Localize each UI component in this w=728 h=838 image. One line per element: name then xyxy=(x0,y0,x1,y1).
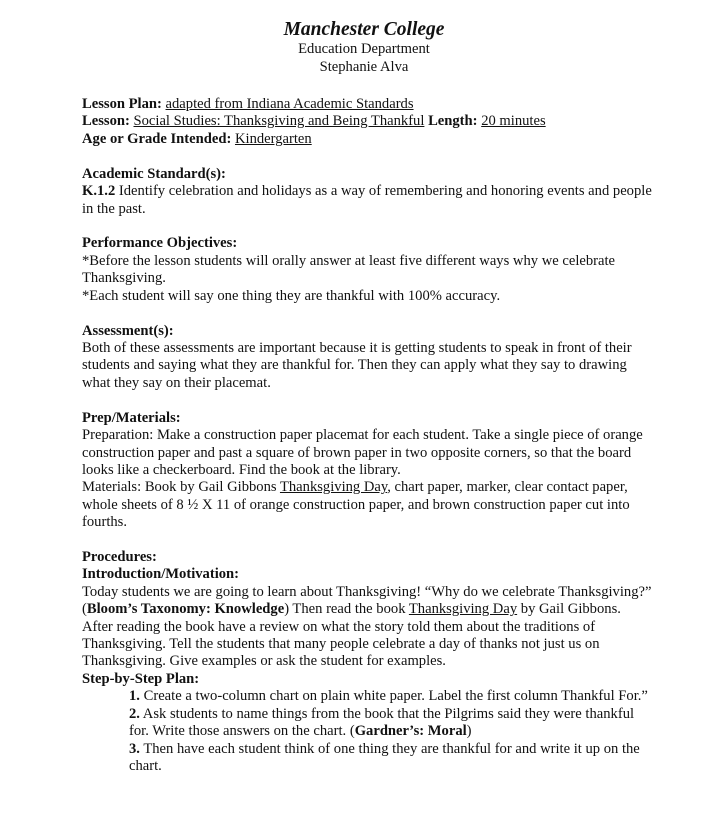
lesson-plan-line xyxy=(82,96,652,113)
objective-item: *Each student will say one thing they are thankful with 100% accuracy. xyxy=(82,287,501,304)
intro-part3: by Gail Gibbons. After reading the book have a review on what the story told them about the traditions of Thanksgiving. Tell the students that many people celebrate a day of thanks not just us on Thanksgiving. Give examples or ask the student for examples. xyxy=(82,601,621,670)
author-name: Stephanie Alva xyxy=(319,58,409,75)
lesson-plan-label: Lesson Plan: xyxy=(82,96,162,112)
materials-prefix: Materials: Book by Gail Gibbons xyxy=(82,479,280,496)
blooms-tag: Bloom’s Taxonomy: Knowledge xyxy=(86,601,285,618)
lesson-line xyxy=(82,113,652,130)
steps-heading: Step-by-Step Plan: xyxy=(82,670,200,687)
gardner-tag: Gardner’s: Moral xyxy=(354,723,467,740)
standard-code: K.1.2 xyxy=(82,183,116,200)
prep-materials-section xyxy=(82,410,652,532)
performance-objectives-heading: Performance Objectives: xyxy=(82,235,238,252)
academic-standard-text xyxy=(82,183,652,218)
lesson-value: Social Studies: Thanksgiving and Being Thankful xyxy=(133,113,425,130)
materials-book-title: Thanksgiving Day xyxy=(279,479,388,496)
intro-heading: Introduction/Motivation: xyxy=(82,566,240,583)
length-value: 20 minutes xyxy=(481,113,546,130)
step-number: 2. xyxy=(129,705,140,722)
step-tag-close: ) xyxy=(466,723,472,740)
department-name: Education Department xyxy=(298,41,430,57)
materials-suffix: , chart paper, marker, clear contact paper, whole sheets of 8 ½ X 11 of orange construction paper, and brown construction paper cut into fourths. xyxy=(82,479,630,531)
standard-description: Identify celebration and holidays as a way of remembering and honoring events and people in the past. xyxy=(82,183,652,217)
lesson-label: Lesson: xyxy=(82,113,130,130)
step-number: 1. xyxy=(129,688,140,705)
step-text: Ask students to name things from the book that the Pilgrims said they were thankful for. Write those answers on the chart. ( xyxy=(129,705,635,740)
intro-text xyxy=(82,584,652,671)
step-item xyxy=(129,706,652,741)
step-item xyxy=(129,741,652,776)
performance-objectives-section xyxy=(82,235,652,305)
length-label: Length: xyxy=(428,113,478,130)
step-item xyxy=(129,688,652,705)
procedures-section xyxy=(82,549,652,775)
lesson-plan-value: adapted from Indiana Academic Standards xyxy=(165,96,414,112)
objective-item: *Before the lesson students will orally answer at least five different ways why we celebrate Thanksgiving. xyxy=(82,252,616,287)
step-number: 3. xyxy=(129,740,140,757)
intro-part1: Today students we are going to learn about Thanksgiving! “Why do we celebrate Thanksgiving?” ( xyxy=(82,583,652,618)
intro-part2: ) Then read the book xyxy=(284,601,409,618)
grade-label: Age or Grade Intended: xyxy=(82,130,232,147)
assessments-text: Both of these assessments are important because it is getting students to speak in front of their students and saying what they are thankful for. Then they can apply what they say to drawing what they say on their placemat. xyxy=(82,339,632,391)
procedures-heading: Procedures: xyxy=(82,549,157,566)
assessments-section xyxy=(82,323,652,393)
academic-standards-heading: Academic Standard(s): xyxy=(82,165,226,182)
preparation-text: Preparation: Make a construction paper placemat for each student. Take a single piece of orange construction paper and past a square of brown paper in two opposite corners, so that the board looks like a checkerboard. Find the book at the library. xyxy=(82,427,643,478)
document-header xyxy=(0,19,728,76)
materials-text xyxy=(82,479,652,531)
college-title: Manchester College xyxy=(283,19,445,40)
grade-line xyxy=(82,131,652,148)
academic-standards-section xyxy=(82,166,652,218)
prep-materials-heading: Prep/Materials: xyxy=(82,409,181,426)
grade-value: Kindergarten xyxy=(234,130,312,147)
step-text: Then have each student think of one thing they are thankful for and write it up on the chart. xyxy=(129,740,640,774)
step-text: Create a two-column chart on plain white paper. Label the first column Thankful For.” xyxy=(139,688,648,705)
assessments-heading: Assessment(s): xyxy=(82,322,174,339)
document-body xyxy=(82,96,652,775)
intro-book-title: Thanksgiving Day xyxy=(408,601,518,618)
